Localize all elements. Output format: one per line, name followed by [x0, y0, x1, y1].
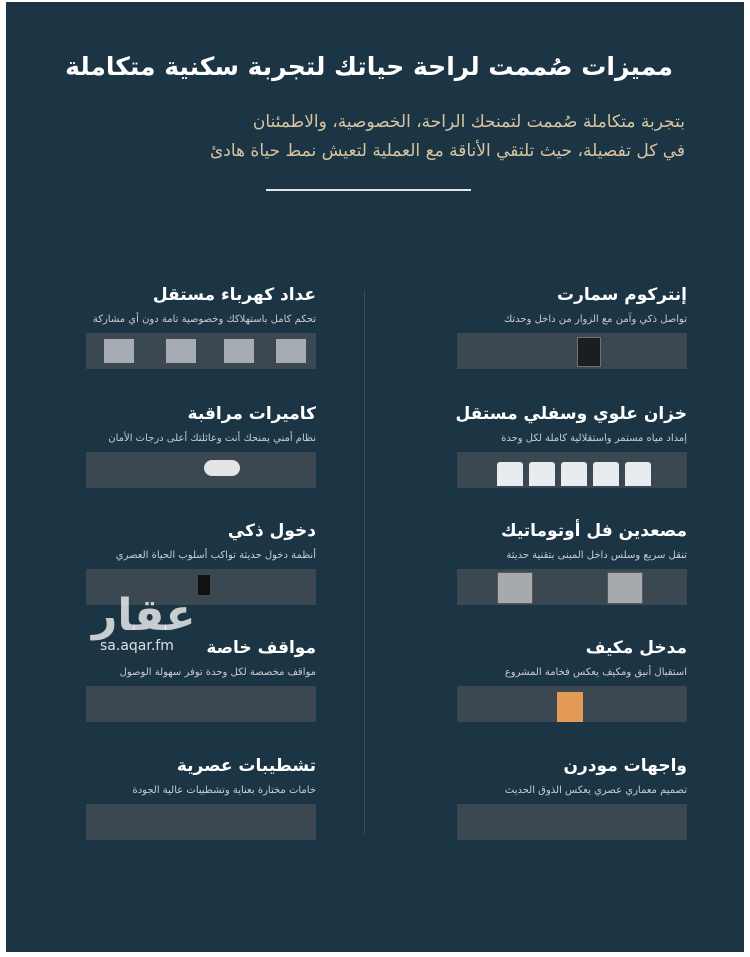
feature-title: دخول ذكي: [227, 521, 316, 541]
feature-title: مصعدين فل أوتوماتيك: [500, 521, 687, 541]
water-tanks-photo: [457, 452, 687, 488]
interior-photo: [86, 804, 316, 840]
page-title: مميزات صُممت لراحة حياتك لتجربة سكنية متكاملة: [65, 52, 673, 81]
feature-title: واجهات مودرن: [563, 756, 687, 776]
watermark-logo: عقار: [92, 590, 196, 641]
smart-intercom-photo: [457, 333, 687, 369]
feature-modern-facades: [457, 756, 687, 840]
feature-description: نظام أمني يمنحك أنت وعائلتك أعلى درجات الأمان: [108, 433, 316, 444]
feature-description: تواصل ذكي وآمن مع الزوار من داخل وحدتك: [503, 314, 687, 325]
feature-modern-finishes: [86, 756, 316, 840]
feature-description: إمداد مياه مستمر واستقلالية كاملة لكل وحدة: [501, 433, 687, 444]
feature-description: أنظمة دخول حديثة تواكب أسلوب الحياة العصري: [115, 550, 316, 561]
facade-photo: [457, 804, 687, 840]
electric-meter-photo: [86, 333, 316, 369]
elevator-photo: [457, 569, 687, 605]
subtitle-line-2: في كل تفصيلة، حيث تلتقي الأناقة مع العملية لتعيش نمط حياة هادئ: [209, 141, 685, 161]
feature-description: تنقل سريع وسلس داخل المبنى بتقنية حديثة: [506, 550, 687, 561]
feature-title: مدخل مكيف: [585, 638, 687, 658]
feature-security-cameras: [86, 404, 316, 488]
parking-photo: [86, 686, 316, 722]
feature-title: كاميرات مراقبة: [187, 404, 316, 424]
subtitle-line-1: بتجربة متكاملة صُممت لتمنحك الراحة، الخصوصية، والاطمئنان: [252, 112, 685, 132]
feature-air-conditioned-entrance: [457, 638, 687, 722]
feature-description: استقبال أنيق ومكيف يعكس فخامة المشروع: [504, 667, 687, 678]
page-subtitle: [55, 108, 685, 166]
feature-description: مواقف مخصصة لكل وحدة توفر سهولة الوصول: [119, 667, 316, 678]
feature-title: خزان علوي وسفلي مستقل: [455, 404, 687, 424]
feature-title: عداد كهرباء مستقل: [152, 285, 316, 305]
feature-title: تشطيبات عصرية: [176, 756, 316, 776]
feature-description: تحكم كامل باستهلاكك وخصوصية تامة دون أي مشاركة: [92, 314, 316, 325]
watermark-url: sa.aqar.fm: [100, 638, 174, 654]
feature-description: تصميم معماري عصري يعكس الذوق الحديث: [504, 785, 687, 796]
title-divider: [266, 189, 471, 191]
column-divider: [364, 290, 365, 835]
feature-title: مواقف خاصة: [206, 638, 316, 658]
feature-water-tanks: [457, 404, 687, 488]
feature-elevators: [457, 521, 687, 605]
feature-smart-intercom: [457, 285, 687, 369]
security-camera-photo: [86, 452, 316, 488]
feature-description: خامات مختارة بعناية وتشطيبات عالية الجودة: [132, 785, 316, 796]
feature-electric-meter: [86, 285, 316, 369]
entrance-photo: [457, 686, 687, 722]
feature-title: إنتركوم سمارت: [556, 285, 687, 305]
